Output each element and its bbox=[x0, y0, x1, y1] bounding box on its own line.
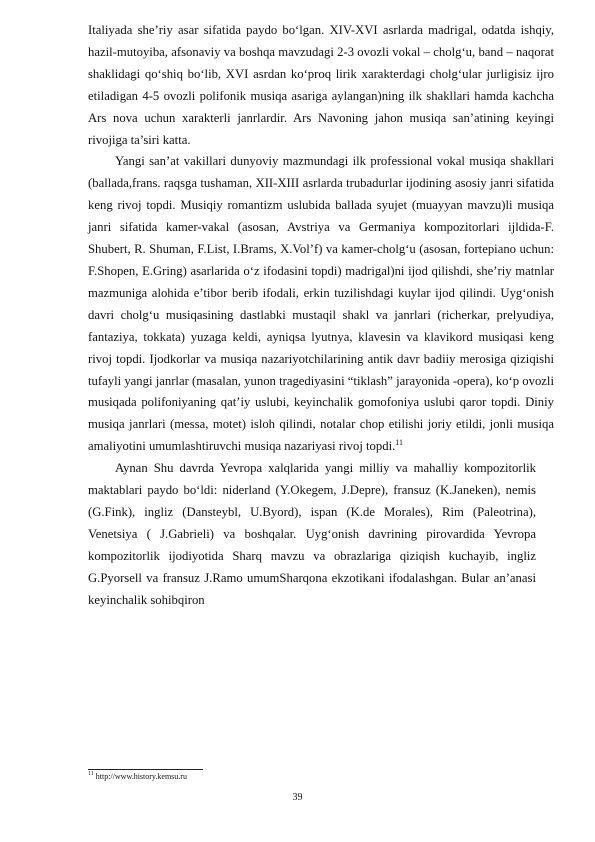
paragraph-continuation: Italiyada she’riy asar sifatida paydo bo‘lgan. XIV-XVI asrlarda madrigal, odatda ishqiy, hazil-mutoyiba, afsonaviy va boshqa mavzudagi 2-3 ovozli vokal – cholg‘u, band – naqorat shaklidagi qo‘shiq bo‘lib, XVI asrdan ko‘proq lirik xarakterdagi cholg‘ular jurligisiz ijro etiladigan 4-5 ovozli polifonik musiqa asariga aylangan)ning ilk shakllari hamda kachcha Ars nova uchun xarakterli janrlardir. Ars Navoning jahon musiqa san’atining keyingi rivojiga ta’siri katta. bbox=[88, 23, 554, 147]
footnote-link[interactable]: http://www.history.kemsu.ru bbox=[95, 772, 187, 781]
footnote bbox=[88, 772, 187, 782]
paragraph-new-art-text: Yangi san’at vakillari dunyoviy mazmundagi ilk professional vokal musiqa shakllari (ballada,frans. raqsga tushaman, XII-XIII asrlarda trubadurlar ijodining asosiy janri sifatida keng rivoj topdi. Musiqiy romantizm uslubida ballada syujet (muayyan mavzu)li musiqa janri sifatida kamer-vakal (asosan, Avstriya va Germaniya kompozitorlari ijldida-F. Shubert, R. Shuman, F.List, I.Brams, X.Vol’f) va kamer-cholg‘u (asosan, fortepiano uchun: F.Shopen, E.Gring) asarlarida o‘z ifodasini topdi) madrigal)ni ijod qilishdi, she’riy matnlar mazmuniga alohida e’tibor berib ifodali, erkin tuzilishdagi kuylar ijod qilindi. Uyg‘onish davri cholg‘u musiqasining dastlabki mustaqil shakl va janrlari (richerkar, prelyudiya, fantaziya, tokkata) yuzaga keldi, ayniqsa lyutnya, klavesin va klavikord musiqasi keng rivoj topdi. Ijodkorlar va musiqa nazariyotchilarining antik davr badiiy merosiga qiziqishi tufayli yangi janrlar (masalan, yunon tragediyasini “tiklash” jarayonida -opera), ko‘p ovozli musiqada polifoniyaning qat’iy uslubi, keyinchalik gomofoniya uslubi qaror topdi. Diniy musiqa janrlari (messa, motet) isloh qilindi, notalar chop etilishi joriy etildi, jonli musiqa amaliyotini umumlashtiruvchi musiqa nazariyasi rivoj topdi. bbox=[88, 154, 554, 454]
footnote-divider bbox=[88, 769, 203, 770]
paragraph-new-art bbox=[88, 151, 554, 458]
page-number: 39 bbox=[292, 792, 303, 803]
body-text bbox=[88, 20, 554, 611]
paragraph-composer-schools: Aynan Shu davrda Yevropa xalqlarida yangi milliy va mahalliy kompozitorlik maktablari paydo bo‘ldi: niderland (Y.Okegem, J.Depre), fransuz (K.Janeken), nemis (G.Fink), ingliz (Dansteybl, U.Byord), ispan (K.de Morales), Rim (Paleotrina), Venetsiya ( J.Gabrieli) va boshqalar. Uyg‘onish davrining pirovardida Yevropa kompozitorlik ijodiyotida Sharq mavzu va obrazlariga qiziqish kuchayib, ingliz G.Pyorsell va fransuz J.Ramo umumSharqona ekzotikani ifodalashgan. Bular an’anasi keyinchalik sohibqiron bbox=[88, 461, 536, 607]
footnote-reference[interactable]: 11 bbox=[395, 437, 403, 447]
footnote-number: 11 bbox=[88, 771, 94, 778]
